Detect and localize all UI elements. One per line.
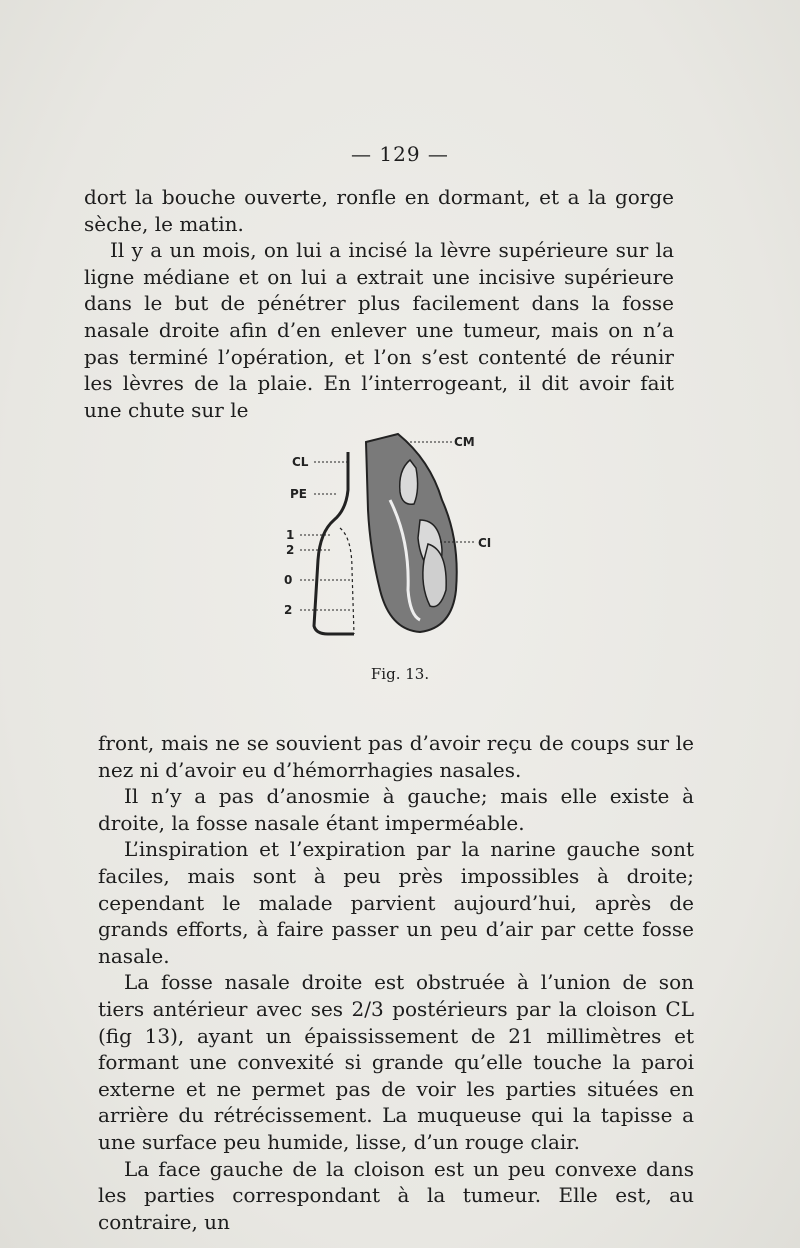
anatomical-figure bbox=[270, 420, 500, 650]
paragraph: La face gauche de la cloison est un peu convexe dans les parties correspondant à la tumeur. Elle est, au contraire, un bbox=[98, 1156, 694, 1234]
septum-inner-dashed bbox=[340, 528, 354, 634]
paragraph: front, mais ne se souvient pas d’avoir reçu de coups sur le nez ni d’avoir eu d’hémorrhagies nasales. bbox=[98, 731, 694, 782]
label-pe: PE bbox=[290, 487, 307, 501]
text-block-bottom bbox=[98, 730, 694, 1235]
label-ci: CI bbox=[478, 536, 492, 550]
label-1: 1 bbox=[286, 528, 295, 542]
label-cm: CM bbox=[454, 435, 475, 449]
label-2: 2 bbox=[286, 543, 295, 557]
label-cl: CL bbox=[292, 455, 309, 469]
page-number: — 129 — bbox=[351, 142, 449, 166]
paragraph: Il y a un mois, on lui a incisé la lèvre supérieure sur la ligne médiane et on lui a extrait une incisive supérieure dans le but de pénétrer plus facilement dans la fosse nasale droite afin d’en enlever une tumeur, mais on n’a pas terminé l’opération, et l’on s’est contenté de réunir les lèvres de la plaie. En l’interrogeant, il dit avoir fait une chute sur le bbox=[84, 238, 674, 422]
paragraph: La fosse nasale droite est obstruée à l’union de son tiers antérieur avec ses 2/3 postérieurs par la cloison CL (fig 13), ayant un épaississement de 21 millimètres et formant une convexité si grande qu’elle touche la paroi externe et ne permet pas de voir les parties situées en arrière du rétrécissement. La muqueuse qui la tapisse a une surface peu humide, lisse, d’un rouge clair. bbox=[98, 970, 694, 1154]
paragraph: Il n’y a pas d’anosmie à gauche; mais elle existe à droite, la fosse nasale étant imperméable. bbox=[98, 784, 694, 835]
label-2b: 2 bbox=[284, 603, 293, 617]
paragraph: dort la bouche ouverte, ronfle en dormant, et a la gorge sèche, le matin. bbox=[84, 185, 674, 236]
septum-outline bbox=[314, 452, 354, 634]
figure-caption: Fig. 13. bbox=[370, 665, 430, 683]
paragraph: L’inspiration et l’expiration par la narine gauche sont faciles, mais sont à peu près impossibles à droite; cependant le malade parvient aujourd’hui, après de grands efforts, à faire passer un peu d’air par cette fosse nasale. bbox=[98, 837, 694, 968]
text-block-top bbox=[84, 184, 674, 423]
label-0: 0 bbox=[284, 573, 293, 587]
